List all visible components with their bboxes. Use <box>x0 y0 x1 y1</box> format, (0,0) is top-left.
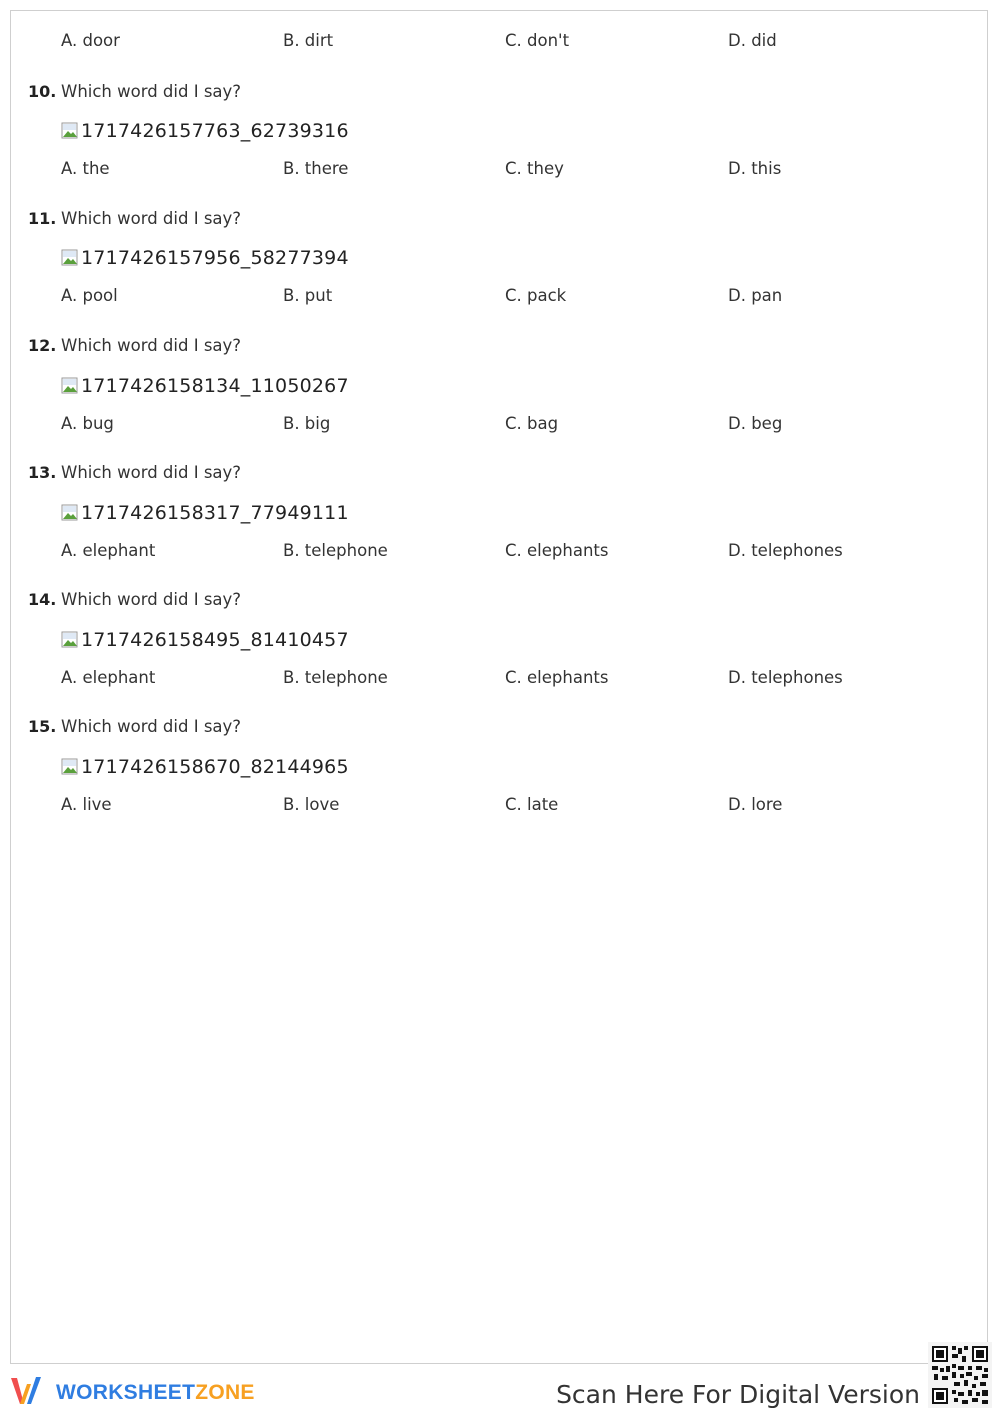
option-b[interactable]: B. put <box>283 286 333 305</box>
option-d[interactable]: D. this <box>728 159 782 178</box>
question-number: 12. <box>28 336 57 355</box>
worksheetzone-logo[interactable] <box>10 1376 255 1410</box>
option-b[interactable]: B. telephone <box>283 541 388 560</box>
question-text: Which word did I say? <box>61 336 242 355</box>
audio-image-placeholder[interactable] <box>61 755 349 779</box>
audio-image-placeholder[interactable] <box>61 119 349 143</box>
question-text: Which word did I say? <box>61 463 242 482</box>
brand-part-zone: ZONE <box>195 1381 255 1404</box>
question-number: 11. <box>28 209 57 228</box>
brand-name <box>56 1381 255 1405</box>
option-a[interactable]: A. live <box>61 795 112 814</box>
broken-image-icon <box>61 631 79 649</box>
scan-instruction: Scan Here For Digital Version <box>556 1380 920 1409</box>
answer-options <box>61 541 961 565</box>
option-c[interactable]: C. pack <box>505 286 567 305</box>
option-b[interactable]: B. telephone <box>283 668 388 687</box>
option-d[interactable]: D. did <box>728 31 777 50</box>
question-text: Which word did I say? <box>61 717 242 736</box>
question-text: Which word did I say? <box>61 590 242 609</box>
option-d[interactable]: D. pan <box>728 286 783 305</box>
option-b[interactable]: B. big <box>283 414 331 433</box>
audio-image-placeholder[interactable] <box>61 246 349 270</box>
option-d[interactable]: D. telephones <box>728 541 843 560</box>
audio-file-name: 1717426158495_81410457 <box>81 629 349 651</box>
answer-options <box>61 286 961 310</box>
answer-options <box>61 795 961 819</box>
audio-image-placeholder[interactable] <box>61 501 349 525</box>
option-a[interactable]: A. elephant <box>61 668 156 687</box>
broken-image-icon <box>61 504 79 522</box>
option-a[interactable]: A. bug <box>61 414 114 433</box>
audio-file-name: 1717426158670_82144965 <box>81 756 349 778</box>
brand-part-worksheet: WORKSHEET <box>56 1381 196 1404</box>
option-c[interactable]: C. bag <box>505 414 559 433</box>
question-text: Which word did I say? <box>61 82 242 101</box>
answer-options <box>61 668 961 692</box>
question-number: 13. <box>28 463 57 482</box>
audio-file-name: 1717426158134_11050267 <box>81 375 349 397</box>
option-c[interactable]: C. late <box>505 795 559 814</box>
option-a[interactable]: A. door <box>61 31 120 50</box>
question-number: 10. <box>28 82 57 101</box>
broken-image-icon <box>61 249 79 267</box>
option-c[interactable]: C. elephants <box>505 541 609 560</box>
question-number: 14. <box>28 590 57 609</box>
broken-image-icon <box>61 377 79 395</box>
option-c[interactable]: C. elephants <box>505 668 609 687</box>
option-d[interactable]: D. beg <box>728 414 783 433</box>
option-b[interactable]: B. there <box>283 159 349 178</box>
option-c[interactable]: C. don't <box>505 31 570 50</box>
qr-code-icon[interactable] <box>928 1342 992 1408</box>
audio-file-name: 1717426157956_58277394 <box>81 247 349 269</box>
audio-file-name: 1717426157763_62739316 <box>81 120 349 142</box>
audio-image-placeholder[interactable] <box>61 628 349 652</box>
broken-image-icon <box>61 758 79 776</box>
audio-file-name: 1717426158317_77949111 <box>81 502 349 524</box>
option-b[interactable]: B. dirt <box>283 31 334 50</box>
option-a[interactable]: A. the <box>61 159 110 178</box>
question-9-options <box>61 31 961 55</box>
option-b[interactable]: B. love <box>283 795 340 814</box>
option-d[interactable]: D. telephones <box>728 668 843 687</box>
question-text: Which word did I say? <box>61 209 242 228</box>
option-d[interactable]: D. lore <box>728 795 783 814</box>
option-a[interactable]: A. elephant <box>61 541 156 560</box>
option-a[interactable]: A. pool <box>61 286 118 305</box>
audio-image-placeholder[interactable] <box>61 374 349 398</box>
option-c[interactable]: C. they <box>505 159 564 178</box>
question-number: 15. <box>28 717 57 736</box>
answer-options <box>61 159 961 183</box>
worksheetzone-logo-icon <box>10 1375 50 1411</box>
broken-image-icon <box>61 122 79 140</box>
answer-options <box>61 414 961 438</box>
